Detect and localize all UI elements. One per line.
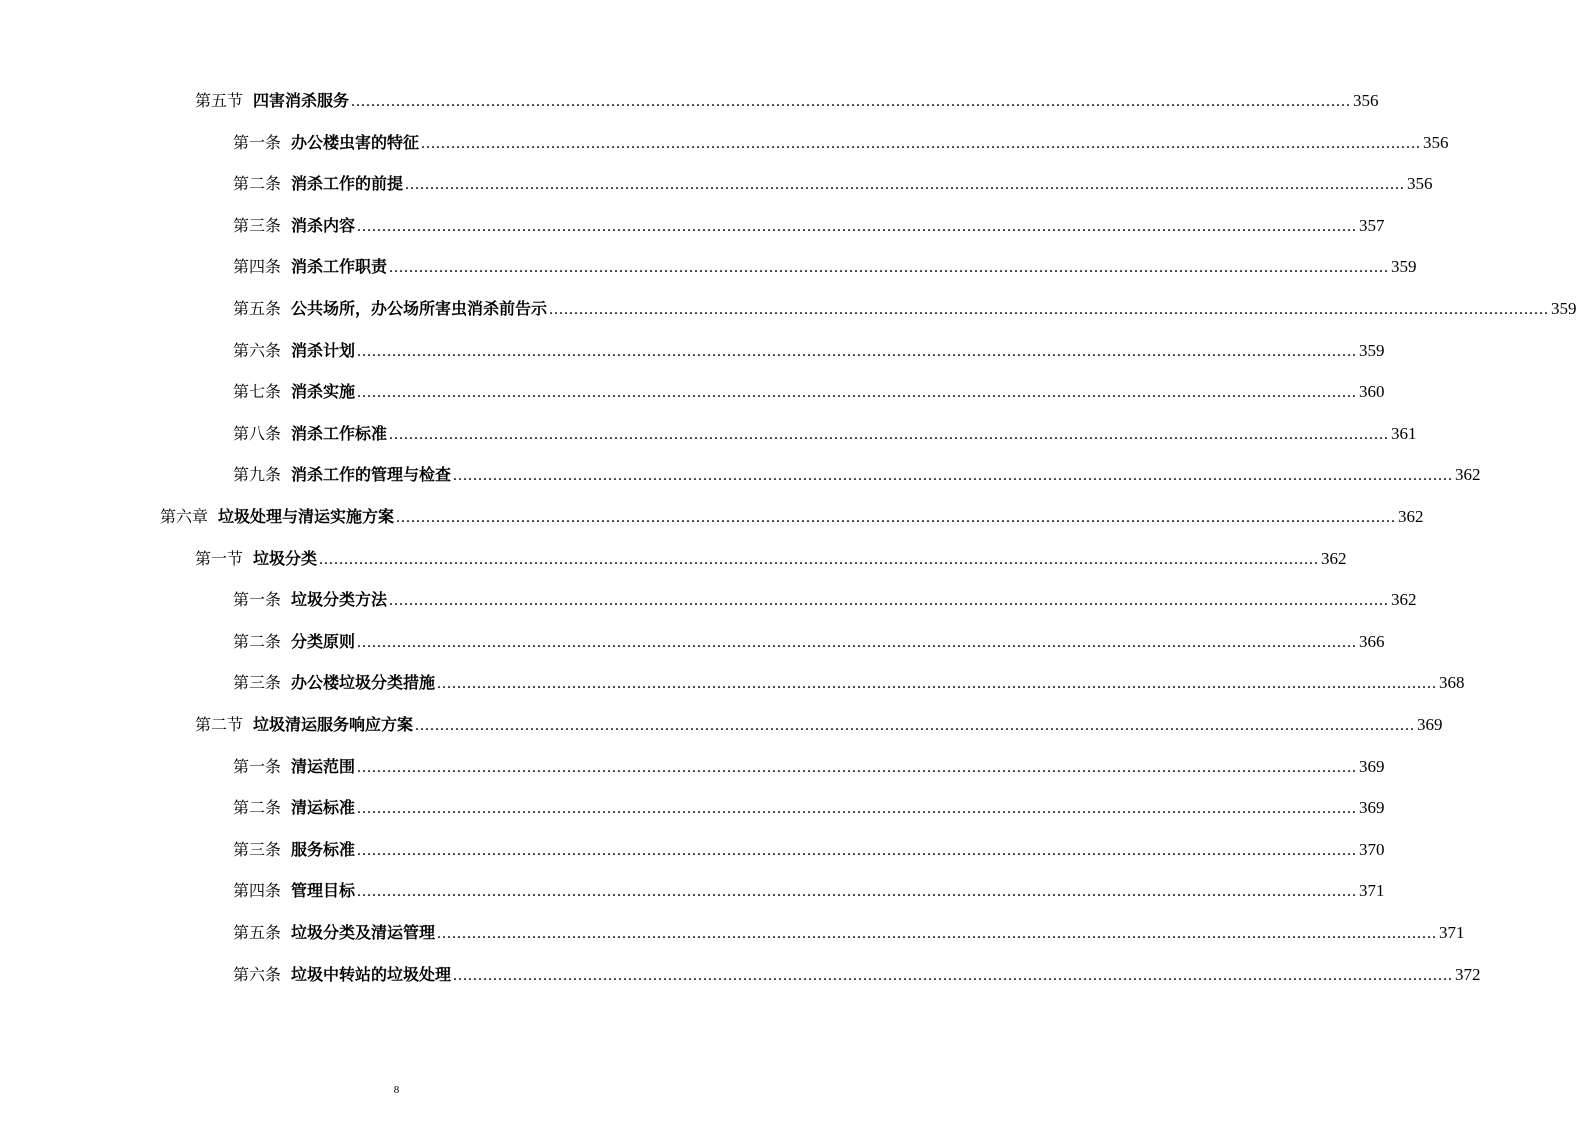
toc-entry[interactable] [233, 754, 1385, 780]
dot-leader: ........................................................................................................................................................................................................ [437, 675, 1438, 692]
toc-entry-number: 第七条 [233, 382, 282, 401]
dot-leader: ........................................................................................................................................................................................................ [357, 842, 1358, 859]
toc-entry-page: 359 [1551, 299, 1577, 318]
toc-entry-number: 第二节 [195, 715, 244, 734]
toc-entry[interactable] [233, 171, 1433, 197]
toc-entry-title: 消杀实施 [291, 382, 356, 401]
dot-leader: ........................................................................................................................................................................................................ [357, 634, 1358, 651]
toc-entry-title: 服务标准 [291, 840, 356, 859]
toc-entry-title: 清运范围 [291, 757, 356, 776]
toc-entry-title: 消杀工作职责 [291, 257, 388, 276]
toc-entry-number: 第六条 [233, 965, 282, 984]
toc-entry[interactable] [233, 587, 1417, 613]
toc-entry[interactable] [233, 462, 1481, 488]
toc-entry-title: 消杀内容 [291, 216, 356, 235]
toc-entry[interactable] [233, 421, 1417, 447]
toc-entry-title: 消杀工作的前提 [291, 174, 404, 193]
dot-leader: ........................................................................................................................................................................................................ [405, 176, 1406, 193]
dot-leader: ........................................................................................................................................................................................................ [357, 384, 1358, 401]
toc-entry-title: 办公楼垃圾分类措施 [291, 673, 436, 692]
toc-entry-page: 370 [1359, 840, 1385, 859]
dot-leader: ........................................................................................................................................................................................................ [389, 259, 1390, 276]
toc-entry-title: 清运标准 [291, 798, 356, 817]
toc-entry-number: 第六条 [233, 341, 282, 360]
toc-entry[interactable] [233, 130, 1449, 156]
toc-entry[interactable] [233, 254, 1417, 280]
dot-leader: ........................................................................................................................................................................................................ [389, 426, 1390, 443]
dot-leader: ........................................................................................................................................................................................................ [421, 135, 1422, 152]
toc-entry-title: 消杀计划 [291, 341, 356, 360]
toc-entry-page: 371 [1359, 881, 1385, 900]
toc-entry-number: 第二条 [233, 798, 282, 817]
toc-entry-page: 369 [1359, 757, 1385, 776]
dot-leader: ........................................................................................................................................................................................................ [357, 218, 1358, 235]
toc-entry-number: 第五节 [195, 91, 244, 110]
toc-entry-number: 第八条 [233, 424, 282, 443]
toc-entry-number: 第三条 [233, 673, 282, 692]
toc-entry[interactable] [233, 213, 1385, 239]
toc-entry-page: 362 [1391, 590, 1417, 609]
toc-entry[interactable] [233, 795, 1385, 821]
dot-leader: ........................................................................................................................................................................................................ [415, 717, 1416, 734]
toc-entry[interactable] [233, 962, 1481, 988]
toc-entry-title: 消杀工作的管理与检查 [291, 465, 452, 484]
toc-entry-title: 四害消杀服务 [253, 91, 350, 110]
toc-entry-page: 362 [1398, 507, 1424, 526]
dot-leader: ........................................................................................................................................................................................................ [549, 301, 1550, 318]
dot-leader: ........................................................................................................................................................................................................ [357, 800, 1358, 817]
dot-leader: ........................................................................................................................................................................................................ [453, 967, 1454, 984]
dot-leader: ........................................................................................................................................................................................................ [357, 343, 1358, 360]
toc-entry-number: 第四条 [233, 881, 282, 900]
dot-leader: ........................................................................................................................................................................................................ [357, 883, 1358, 900]
toc-entry[interactable] [233, 920, 1465, 946]
toc-entry[interactable] [233, 837, 1385, 863]
toc-entry-title: 消杀工作标准 [291, 424, 388, 443]
toc-entry-number: 第三条 [233, 216, 282, 235]
toc-entry-page: 369 [1417, 715, 1443, 734]
toc-entry-title: 垃圾分类方法 [291, 590, 388, 609]
toc-entry-title: 办公楼虫害的特征 [291, 133, 420, 152]
toc-entry[interactable] [233, 338, 1385, 364]
toc-entry-number: 第二条 [233, 632, 282, 651]
toc-entry-title: 管理目标 [291, 881, 356, 900]
toc-entry-title: 垃圾分类及清运管理 [291, 923, 436, 942]
toc-entry-page: 368 [1439, 673, 1465, 692]
toc-entry-page: 357 [1359, 216, 1385, 235]
dot-leader: ........................................................................................................................................................................................................ [319, 551, 1320, 568]
toc-entry-title: 垃圾清运服务响应方案 [253, 715, 414, 734]
toc-entry-title: 分类原则 [291, 632, 356, 651]
toc-entry-number: 第五条 [233, 299, 282, 318]
toc-entry-title: 垃圾中转站的垃圾处理 [291, 965, 452, 984]
toc-entry-page: 360 [1359, 382, 1385, 401]
toc-entry-page: 366 [1359, 632, 1385, 651]
toc-entry-page: 359 [1391, 257, 1417, 276]
toc-entry-number: 第三条 [233, 840, 282, 859]
dot-leader: ........................................................................................................................................................................................................ [389, 592, 1390, 609]
toc-entry-page: 359 [1359, 341, 1385, 360]
toc-entry[interactable] [233, 629, 1385, 655]
toc-entry-page: 372 [1455, 965, 1481, 984]
toc-entry[interactable] [195, 712, 1443, 738]
toc-entry[interactable] [160, 504, 1424, 530]
page-number: 8 [393, 1084, 400, 1096]
toc-entry-title: 垃圾处理与清运实施方案 [218, 507, 395, 526]
toc-entry[interactable] [233, 379, 1385, 405]
dot-leader: ........................................................................................................................................................................................................ [453, 467, 1454, 484]
toc-entry-number: 第五条 [233, 923, 282, 942]
toc-entry-page: 362 [1321, 549, 1347, 568]
toc-entry[interactable] [233, 670, 1465, 696]
toc-entry-number: 第一条 [233, 133, 282, 152]
toc-entry-number: 第六章 [160, 507, 209, 526]
toc-entry-number: 第一节 [195, 549, 244, 568]
toc-entry-number: 第二条 [233, 174, 282, 193]
toc-entry[interactable] [195, 88, 1379, 114]
toc-entry-title: 垃圾分类 [253, 549, 318, 568]
dot-leader: ........................................................................................................................................................................................................ [437, 925, 1438, 942]
toc-entry-page: 371 [1439, 923, 1465, 942]
toc-entry[interactable] [233, 878, 1385, 904]
toc-entry[interactable] [233, 296, 1577, 322]
toc-entry-number: 第一条 [233, 590, 282, 609]
dot-leader: ........................................................................................................................................................................................................ [396, 509, 1397, 526]
toc-entry-page: 356 [1407, 174, 1433, 193]
toc-entry-page: 362 [1455, 465, 1481, 484]
toc-entry-page: 369 [1359, 798, 1385, 817]
toc-entry-page: 356 [1423, 133, 1449, 152]
toc-entry-page: 361 [1391, 424, 1417, 443]
toc-entry-number: 第四条 [233, 257, 282, 276]
toc-entry-number: 第九条 [233, 465, 282, 484]
dot-leader: ........................................................................................................................................................................................................ [357, 759, 1358, 776]
toc-entry-number: 第一条 [233, 757, 282, 776]
toc-entry-page: 356 [1353, 91, 1379, 110]
dot-leader: ........................................................................................................................................................................................................ [351, 93, 1352, 110]
toc-entry-title: 公共场所，办公场所害虫消杀前告示 [291, 299, 548, 318]
toc-entry[interactable] [195, 546, 1347, 572]
